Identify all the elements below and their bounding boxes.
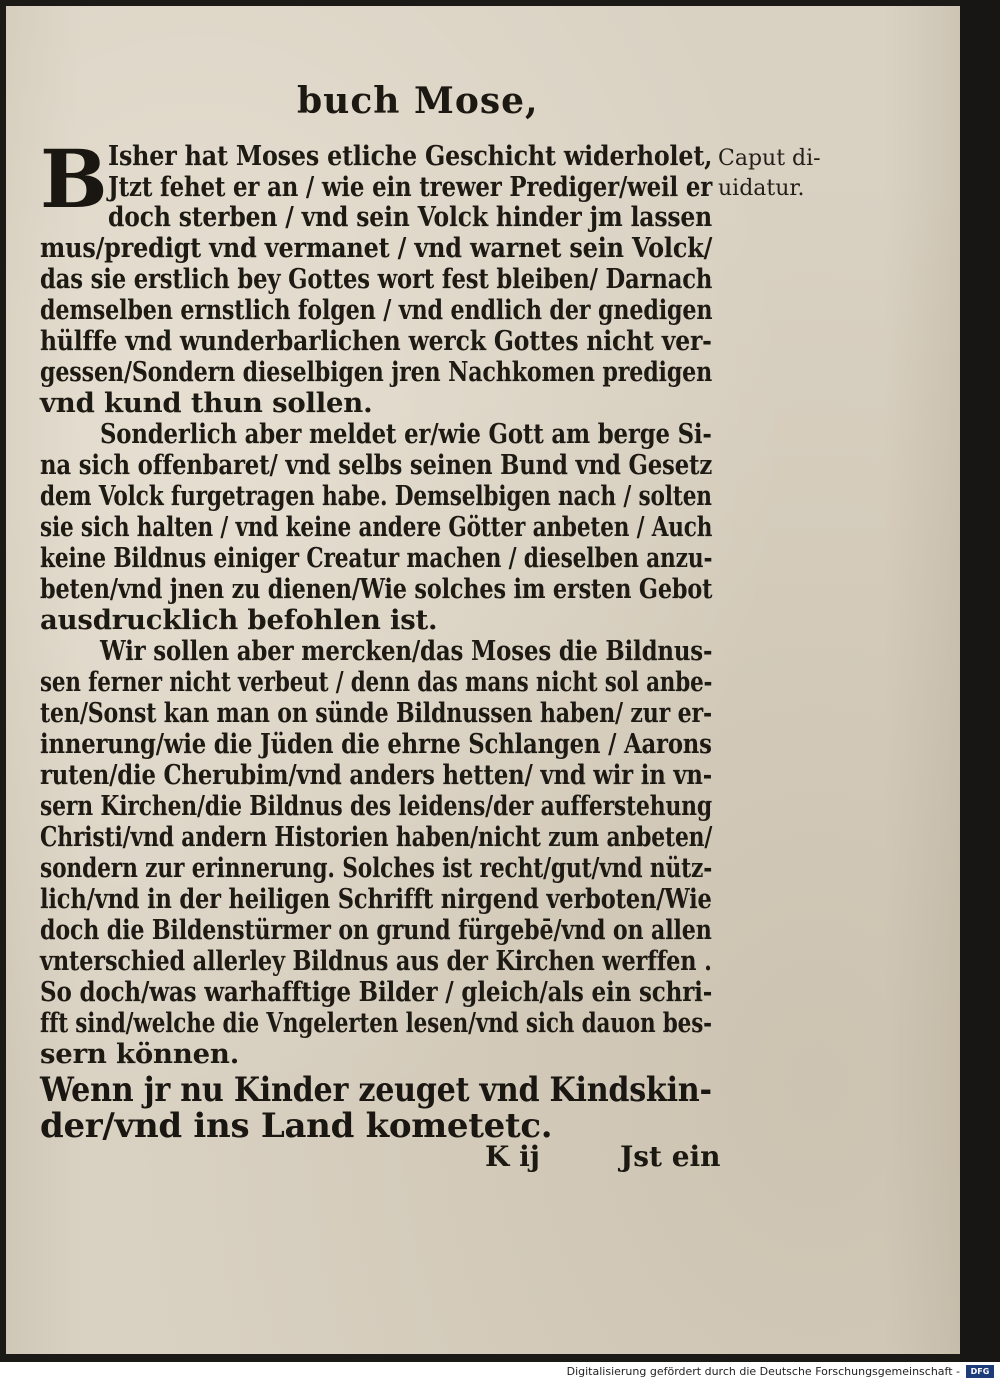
text-line: keine Bildnus einiger Creatur machen / dieselben anzu- [40, 542, 713, 574]
dfg-logo-icon: DFG [966, 1365, 994, 1378]
text-line: vnterschied allerley Bildnus aus der Kirchen werffen . [40, 945, 712, 977]
text-line: ten/Sonst kan man on sünde Bildnussen haben/ zur er- [40, 697, 713, 729]
text-line: sie sich halten / vnd keine andere Götter anbeten / Auch [40, 511, 713, 543]
text-line: hülffe vnd wunderbarlichen werck Gottes nicht ver- [40, 325, 712, 357]
text-line: innerung/wie die Jüden die ehrne Schlangen / Aarons [40, 728, 712, 760]
signature-mark: K ij [485, 1140, 540, 1173]
text-line: fft sind/welche die Vngelerten lesen/vnd sich dauon bes- [40, 1007, 712, 1039]
text-line: na sich offenbaret/ vnd selbs seinen Bund vnd Gesetz [40, 449, 713, 481]
text-line: demselben ernstlich folgen / vnd endlich der gnedigen [40, 294, 713, 326]
text-line: doch die Bildenstürmer on grund fürgebē/vnd on allen [40, 914, 712, 946]
text-line: Wir sollen aber mercken/das Moses die Bildnus- [100, 635, 713, 667]
catchword: Jst ein [620, 1140, 721, 1173]
text-line: Jtzt fehet er an / wie ein trewer Prediger/weil er [108, 171, 713, 203]
text-line: vnd kund thun sollen. [40, 387, 373, 419]
decorated-initial: B [40, 132, 108, 226]
text-line: sen ferner nicht verbeut / denn das mans nicht sol anbe- [40, 666, 713, 698]
text-line: Sonderlich aber meldet er/wie Gott am berge Si- [100, 418, 712, 450]
text-line: sondern zur erinnerung. Solches ist recht/gut/vnd nütz- [40, 852, 713, 884]
section-heading-line: Wenn jr nu Kinder zeuget vnd Kindskin- [40, 1070, 712, 1110]
text-line: sern können. [40, 1038, 240, 1070]
text-line: Christi/vnd andern Historien haben/nicht zum anbeten/ [40, 821, 713, 853]
marginal-note-line: Caput di- [718, 146, 821, 171]
text-line: ausdrucklich befohlen ist. [40, 604, 438, 636]
text-line: dem Volck furgetragen habe. Demselbigen nach / solten [40, 480, 712, 512]
text-line: sern Kirchen/die Bildnus des leidens/der aufferstehung [40, 790, 713, 822]
text-line: lich/vnd in der heiligen Schrifft nirgend verboten/Wie [40, 883, 712, 915]
footer-credit: Digitalisierung gefördert durch die Deutsche Forschungsgemeinschaft - [566, 1365, 960, 1378]
text-line: doch sterben / vnd sein Volck hinder jm lassen [108, 201, 713, 233]
text-line: Isher hat Moses etliche Geschicht widerholet, [108, 140, 713, 172]
text-line: gessen/Sondern dieselbigen jren Nachkomen predigen [40, 356, 713, 388]
text-line: So doch/was warhafftige Bilder / gleich/als ein schri- [40, 976, 713, 1008]
marginal-note-line: uidatur. [718, 176, 805, 201]
section-heading-line: der/vnd ins Land kometetc. [40, 1106, 553, 1146]
text-line: das sie erstlich bey Gottes wort fest bleiben/ Darnach [40, 263, 713, 295]
scan-edge [960, 0, 1000, 1362]
text-line: ruten/die Cherubim/vnd anders hetten/ vnd wir in vn- [40, 759, 712, 791]
text-line: beten/vnd jnen zu dienen/Wie solches im ersten Gebot [40, 573, 713, 605]
text-line: mus/predigt vnd vermanet / vnd warnet sein Volck/ [40, 232, 713, 264]
running-head: buch Mose, [297, 80, 539, 122]
